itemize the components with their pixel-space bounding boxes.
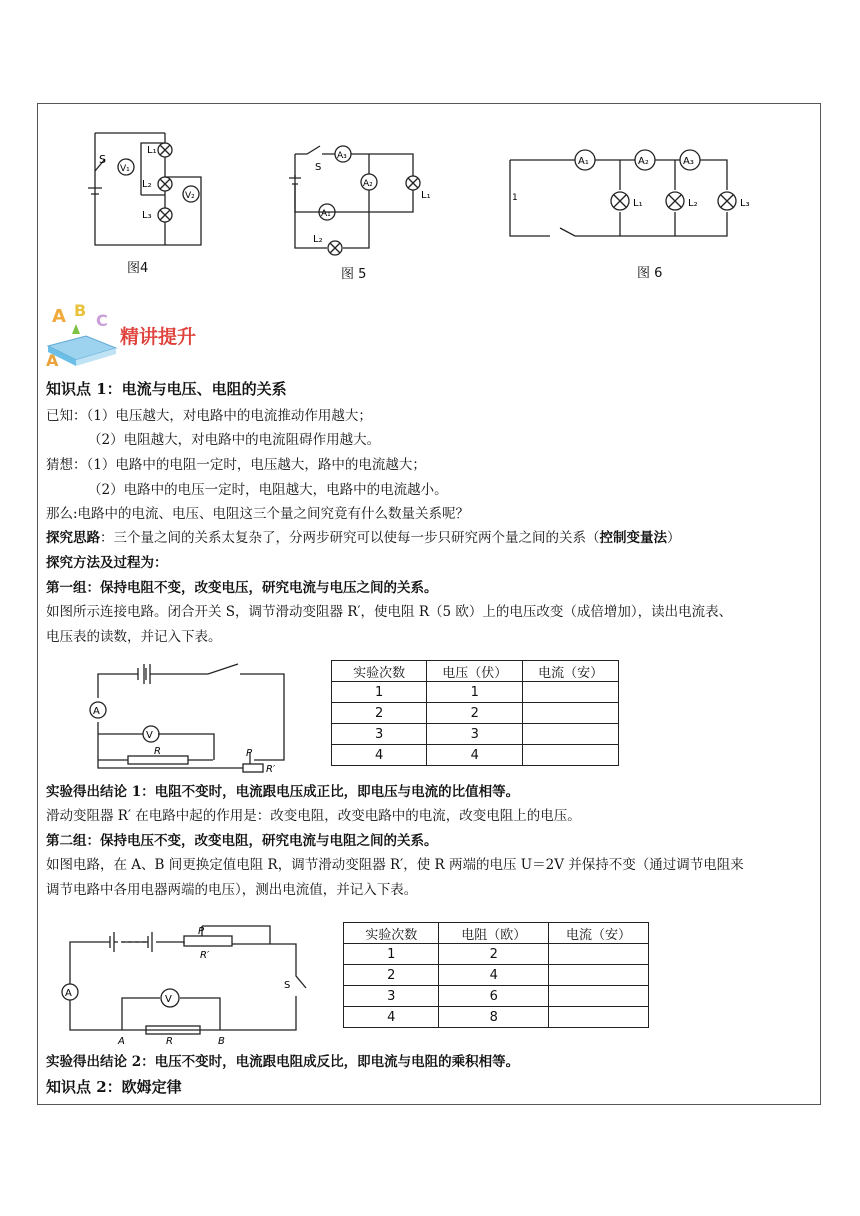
cell: 2 <box>427 703 523 724</box>
abc-book-icon <box>46 302 118 368</box>
circuit-figure-5 <box>285 140 435 260</box>
table-row <box>344 944 649 965</box>
label-A: A <box>93 706 100 717</box>
idea-label: 探究思路 <box>46 530 100 546</box>
col-header: 电阻（欧） <box>439 923 549 944</box>
cell: 2 <box>344 965 439 986</box>
group1-text-1: 如图所示连接电路。闭合开关 S，调节滑动变阻器 R′，使电阻 R（5 欧）上的电压改变（成倍增加），读出电流表、 <box>46 604 733 620</box>
label-P: P <box>246 748 253 759</box>
cell: 1 <box>332 682 427 703</box>
idea-text: ：三个量之间的关系太复杂了，分两步研究可以使每一步只研究两个量之间的关系（ <box>100 530 600 546</box>
cell: 3 <box>344 986 439 1007</box>
label-R: R <box>166 1036 173 1047</box>
label-L2: L₂ <box>142 179 152 190</box>
label-L3: L₃ <box>142 210 152 221</box>
circuit-group2 <box>60 922 310 1047</box>
figure-6-caption: 图 6 <box>637 266 663 281</box>
cell: 1 <box>344 944 439 965</box>
cell: 4 <box>344 1007 439 1028</box>
table-row <box>332 703 619 724</box>
label-V1: V₁ <box>120 164 130 174</box>
table-row <box>332 682 619 703</box>
label-R: R <box>154 746 161 757</box>
label-L2: L₂ <box>688 198 698 209</box>
method-title: 探究方法及过程为： <box>46 555 168 571</box>
label-Rp: R′ <box>200 950 210 961</box>
circuit-figure-4 <box>85 125 215 250</box>
label-V: V <box>146 730 153 741</box>
cell <box>523 703 619 724</box>
label-L1: L₁ <box>633 198 643 209</box>
known-1: 已知：（1）电压越大，对电路中的电流推动作用越大； <box>46 408 372 424</box>
svg-text:A: A <box>46 351 59 370</box>
label-A2: A₂ <box>363 179 373 189</box>
label-S: S <box>284 980 291 991</box>
rheostat-role: 滑动变阻器 R′ 在电路中起的作用是：改变电阻，改变电路中的电流，改变电阻上的电压。 <box>46 808 581 824</box>
idea-method: 控制变量法 <box>599 530 667 546</box>
conclusion-1: 实验得出结论 1：电阻不变时，电流跟电压成正比，即电压与电流的比值相等。 <box>46 784 520 800</box>
cell: 8 <box>439 1007 549 1028</box>
table-row <box>344 965 649 986</box>
cell <box>523 682 619 703</box>
idea-line <box>46 528 681 548</box>
table-header-row <box>332 661 619 682</box>
cell: 3 <box>427 724 523 745</box>
idea-end: ） <box>667 530 681 546</box>
table-header-row <box>344 923 649 944</box>
table-group2 <box>343 922 649 1028</box>
question-text: 那么:电路中的电流、电压、电阻这三个量之间究竟有什么数量关系呢？ <box>46 506 470 522</box>
label-S: S <box>315 162 322 173</box>
label-A1: A₁ <box>321 209 331 219</box>
group1-title: 第一组：保持电阻不变，改变电压，研究电流与电压之间的关系。 <box>46 580 438 596</box>
label-Rp: R′ <box>266 764 276 775</box>
figure-4-caption: 图4 <box>127 261 149 276</box>
cell <box>549 1007 649 1028</box>
group2-text-1: 如图电路，在 A、B 间更换定值电阻 R，调节滑动变阻器 R′，使 R 两端的电压 U＝2V 并保持不变（通过调节电阻来 <box>46 857 744 873</box>
cell <box>523 745 619 766</box>
cell <box>549 965 649 986</box>
cell: 4 <box>427 745 523 766</box>
label-V: V <box>165 994 172 1005</box>
cell <box>523 724 619 745</box>
figure-5-caption: 图 5 <box>341 267 367 282</box>
group1-text-2: 电压表的读数，并记入下表。 <box>46 629 222 645</box>
kp2-title: 知识点 2：欧姆定律 <box>46 1078 182 1096</box>
svg-text:C: C <box>96 311 108 330</box>
label-L2: L₂ <box>313 234 323 245</box>
circuit-figure-6 <box>505 148 755 248</box>
label-B: B <box>218 1036 225 1047</box>
conclusion-2: 实验得出结论 2：电压不变时，电流跟电阻成反比，即电流与电阻的乘积相等。 <box>46 1054 520 1070</box>
col-header: 实验次数 <box>332 661 427 682</box>
label-L3: L₃ <box>740 198 750 209</box>
label-A-node: A <box>118 1036 125 1047</box>
group2-text-2: 调节电路中各用电器两端的电压），测出电流值，并记入下表。 <box>46 882 418 898</box>
label-S: S <box>99 153 106 166</box>
kp1-title: 知识点 1：电流与电压、电阻的关系 <box>46 380 287 398</box>
label-A: A <box>65 988 72 999</box>
table-row <box>344 986 649 1007</box>
cell: 1 <box>427 682 523 703</box>
table-group1 <box>331 660 619 766</box>
table-row <box>332 724 619 745</box>
cell: 2 <box>332 703 427 724</box>
cell: 3 <box>332 724 427 745</box>
label-L1: L₁ <box>421 190 431 201</box>
known-2: （2）电阻越大，对电路中的电流阻碍作用越大。 <box>88 432 381 448</box>
section-banner: 精讲提升 <box>120 326 197 348</box>
label-V2: V₂ <box>185 191 195 201</box>
col-header: 电流（安） <box>523 661 619 682</box>
circuit-group1 <box>88 660 298 780</box>
svg-text:B: B <box>74 301 87 320</box>
cell <box>549 986 649 1007</box>
col-header: 实验次数 <box>344 923 439 944</box>
label-A3: A₃ <box>683 156 694 167</box>
col-header: 电流（安） <box>549 923 649 944</box>
cell: 4 <box>439 965 549 986</box>
label-A1: A₁ <box>578 156 589 167</box>
label-P: P <box>198 926 205 937</box>
label-A2: A₂ <box>638 156 649 167</box>
label-one: 1 <box>512 193 518 203</box>
cell <box>549 944 649 965</box>
guess-1: 猜想：（1）电路中的电阻一定时，电压越大，路中的电流越大； <box>46 457 426 473</box>
svg-text:A: A <box>52 306 66 327</box>
group2-title: 第二组：保持电压不变，改变电阻，研究电流与电阻之间的关系。 <box>46 833 438 849</box>
guess-2: （2）电路中的电压一定时，电阻越大，电路中的电流越小。 <box>88 482 448 498</box>
cell: 4 <box>332 745 427 766</box>
table-row <box>332 745 619 766</box>
cell: 2 <box>439 944 549 965</box>
col-header: 电压（伏） <box>427 661 523 682</box>
label-A3: A₃ <box>337 151 347 161</box>
label-L1: L₁ <box>147 145 157 156</box>
table-row <box>344 1007 649 1028</box>
cell: 6 <box>439 986 549 1007</box>
